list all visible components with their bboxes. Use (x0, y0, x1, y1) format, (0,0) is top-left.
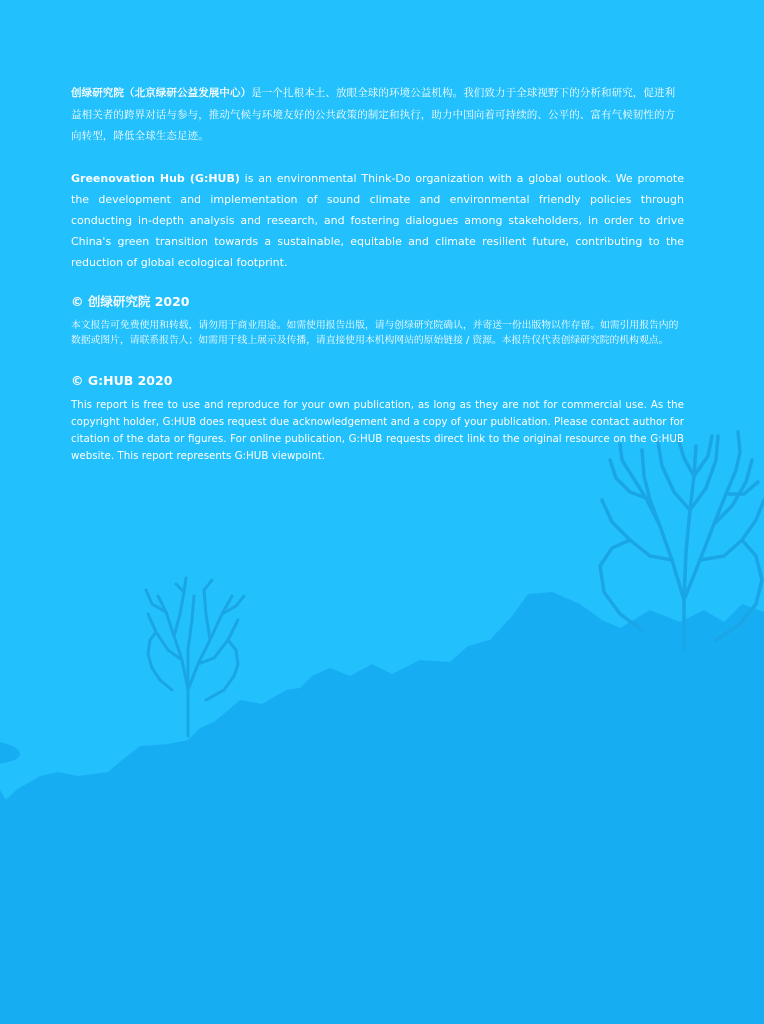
spacer (71, 148, 684, 168)
page-content (71, 83, 684, 465)
seabed-rock-left (0, 742, 20, 764)
intro-english-text: is an environmental Think-Do organization with a global outlook. We promote the development and implementation of sound climate and environmental friendly policies through conducting in-depth analysis and research, and fostering dialogues among stakeholders, in order to drive China's green transition towards a sustainable, equitable and climate resilient future, contributing to the reduction of global ecological footprint. (71, 171, 684, 269)
copyright-english-heading: © G:HUB 2020 (71, 372, 173, 388)
intro-chinese-text: 是一个扎根本土、放眼全球的环境公益机构。我们致力于全球视野下的分析和研究，促进利益相关者的跨界对话与参与，推动气候与环境友好的公共政策的制定和执行，助力中国向着可持续的、公平的、富有气候韧性的方向转型，降低全球生态足迹。 (71, 87, 676, 142)
copyright-english-text: This report is free to use and reproduce for your own publication, as long as they are not for commercial use. As the copyright holder, G:HUB does request due acknowledgement and a copy of your publication. Please contact author for citation of the data or figures. For online publication, G:HUB requests direct link to the original resource on the G:HUB website. This report represents G:HUB viewpoint. (71, 398, 684, 462)
spacer (71, 273, 684, 294)
seabed-silhouette (0, 592, 764, 1024)
org-name-english: Greenovation Hub (G:HUB) (71, 171, 240, 185)
spacer (71, 348, 684, 369)
intro-chinese-paragraph (71, 83, 684, 148)
intro-english-paragraph (71, 168, 684, 273)
copyright-chinese-text: 本文报告可免费使用和转载，请勿用于商业用途。如需使用报告出版，请与创绿研究院确认，并寄送一份出版物以作存留。如需引用报告内的数据或图片，请联系报告人；如需用于线上展示及传播，请直接使用本机构网站的原始链接 / 资源。本报告仅代表创绿研究院的机构观点。 (71, 319, 679, 346)
org-name-chinese: 创绿研究院（北京绿研公益发展中心） (71, 87, 252, 99)
copyright-chinese-heading: © 创绿研究院 2020 (71, 293, 190, 309)
